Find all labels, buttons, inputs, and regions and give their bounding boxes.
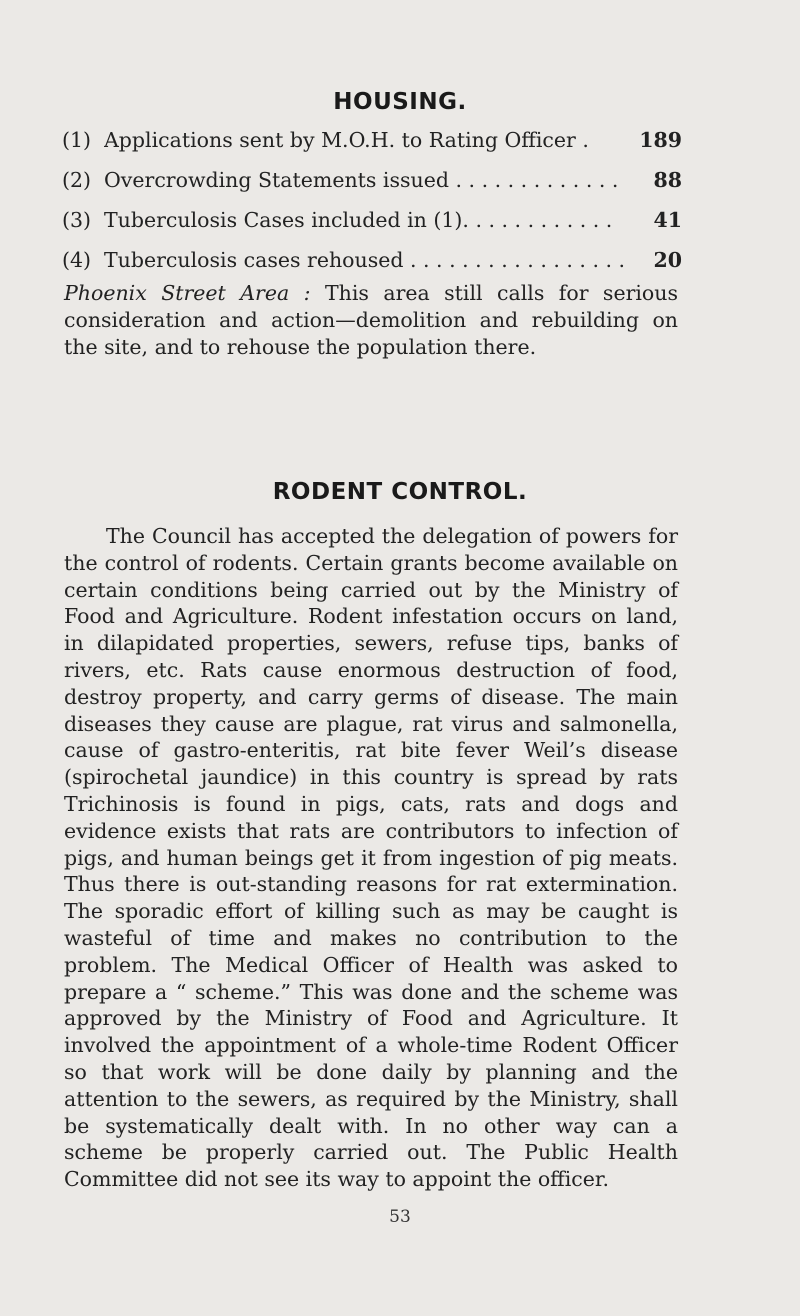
item-label: Tuberculosis cases rehoused . . . . . . . . . . . . . . . . . xyxy=(104,248,626,272)
list-item xyxy=(62,208,682,248)
list-item xyxy=(62,128,682,168)
item-value: 41 xyxy=(653,208,682,232)
housing-statistics-list xyxy=(62,128,682,288)
item-number: (3) xyxy=(62,208,92,232)
rodent-control-heading: RODENT CONTROL. xyxy=(272,479,528,505)
rodent-control-paragraph: The Council has accepted the delegation of powers for the control of rodents. Certain grants become available on certain conditions being carried out by the Ministry of Food and Agriculture. Rodent infestation occurs on land, in dilapidated properties, sewers, refuse tips, banks of rivers, etc. Rats cause enormous destruction of food, destroy property, and carry germs of disease. The main diseases they cause are plague, rat virus and salmonella, cause of gastro-enteritis, rat bite fever Weil’s disease (spirochetal jaundice) in this country is spread by rats Trichinosis is found in pigs, cats, rats and dogs and evidence exists that rats are contributors to infection of pigs, and human beings get it from ingestion of pig meats. Thus there is out-standing reasons for rat extermination. The sporadic effort of killing such as may be caught is wasteful of time and makes no contribution to the problem. The Medical Officer of Health was asked to prepare a “ scheme.” This was done and the scheme was approved by the Ministry of Food and Agriculture. It involved the appointment of a whole-time Rodent Officer so that work will be done daily by planning and the attention to the sewers, as required by the Ministry, shall be systematically dealt with. In no other way can a scheme be properly carried out. The Public Health Committee did not see its way to appoint the officer. xyxy=(64,524,678,1192)
item-label: Applications sent by M.O.H. to Rating Officer . xyxy=(104,128,589,152)
page-number: 53 xyxy=(389,1207,411,1227)
item-number: (4) xyxy=(62,248,92,272)
phoenix-street-text: This area still calls for serious consideration and action—demolition and rebuilding on the site, and to rehouse the population there. xyxy=(64,281,678,359)
item-label: Overcrowding Statements issued . . . . . . . . . . . . . xyxy=(104,168,619,192)
item-number: (1) xyxy=(62,128,92,152)
item-value: 189 xyxy=(639,128,682,152)
item-label: Tuberculosis Cases included in (1). . . . . . . . . . . . xyxy=(104,208,613,232)
item-number: (2) xyxy=(62,168,92,192)
item-value: 20 xyxy=(653,248,682,272)
phoenix-street-lead: Phoenix Street Area : xyxy=(64,281,311,305)
phoenix-street-paragraph xyxy=(64,280,678,360)
list-item xyxy=(62,168,682,208)
housing-heading: HOUSING. xyxy=(333,89,467,115)
item-value: 88 xyxy=(653,168,682,192)
